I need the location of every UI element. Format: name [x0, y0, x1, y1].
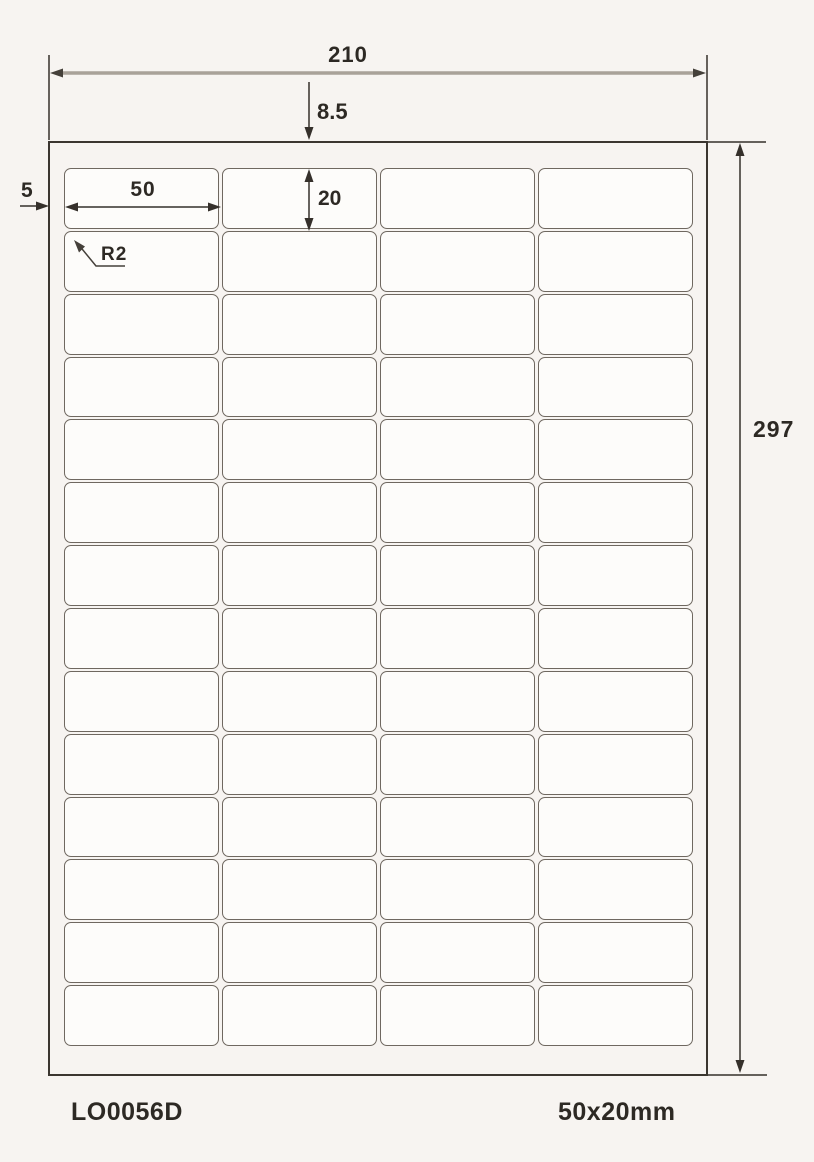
arrow-left-icon	[50, 69, 63, 78]
label-cell	[222, 482, 377, 543]
label-cell	[64, 608, 219, 669]
label-cell	[538, 608, 693, 669]
arrow-down-icon	[736, 1060, 745, 1073]
label-cell	[380, 357, 535, 418]
label-grid	[64, 168, 693, 1046]
label-cell	[64, 734, 219, 795]
dim-sheet-width-label: 210	[328, 42, 368, 67]
label-cell	[222, 419, 377, 480]
label-cell	[64, 671, 219, 732]
label-cell	[222, 859, 377, 920]
label-cell	[380, 419, 535, 480]
label-cell	[380, 985, 535, 1046]
label-cell	[538, 357, 693, 418]
label-cell	[538, 734, 693, 795]
label-cell	[64, 482, 219, 543]
label-cell	[538, 671, 693, 732]
label-cell	[380, 859, 535, 920]
label-cell	[538, 859, 693, 920]
label-cell	[380, 294, 535, 355]
label-cell	[380, 545, 535, 606]
label-cell	[222, 734, 377, 795]
label-cell	[538, 922, 693, 983]
arrow-up-icon	[736, 143, 745, 156]
label-cell	[380, 168, 535, 229]
label-cell	[64, 294, 219, 355]
label-cell	[222, 922, 377, 983]
label-cell	[538, 419, 693, 480]
label-cell	[222, 294, 377, 355]
label-cell	[380, 231, 535, 292]
label-cell	[64, 859, 219, 920]
label-cell	[380, 797, 535, 858]
label-cell	[538, 231, 693, 292]
label-cell	[380, 482, 535, 543]
label-cell	[538, 797, 693, 858]
label-cell	[222, 231, 377, 292]
label-cell	[64, 545, 219, 606]
dim-label-height-label: 20	[318, 187, 342, 210]
label-cell	[380, 608, 535, 669]
dim-top-margin-label: 8.5	[317, 99, 348, 124]
label-cell	[380, 671, 535, 732]
label-cell	[64, 985, 219, 1046]
dim-corner-radius-label: R2	[101, 244, 128, 265]
label-cell	[538, 294, 693, 355]
arrow-down-icon	[305, 127, 314, 140]
label-cell	[222, 985, 377, 1046]
label-cell	[64, 922, 219, 983]
dim-left-margin-label: 5	[21, 179, 33, 202]
label-cell	[64, 357, 219, 418]
label-cell	[64, 231, 219, 292]
label-cell	[222, 168, 377, 229]
arrow-right-icon	[693, 69, 706, 78]
label-cell	[222, 797, 377, 858]
label-cell	[222, 357, 377, 418]
label-cell	[538, 482, 693, 543]
label-cell	[222, 608, 377, 669]
label-size-label: 50x20mm	[558, 1098, 676, 1126]
label-cell	[380, 734, 535, 795]
dim-sheet-height-label: 297	[753, 416, 795, 442]
label-cell	[538, 168, 693, 229]
label-cell	[538, 985, 693, 1046]
label-cell	[222, 671, 377, 732]
label-cell	[380, 922, 535, 983]
label-cell	[64, 419, 219, 480]
dim-label-width-label: 50	[130, 178, 156, 201]
product-code-label: LO0056D	[71, 1098, 183, 1126]
label-cell	[538, 545, 693, 606]
label-cell	[64, 797, 219, 858]
label-cell	[222, 545, 377, 606]
